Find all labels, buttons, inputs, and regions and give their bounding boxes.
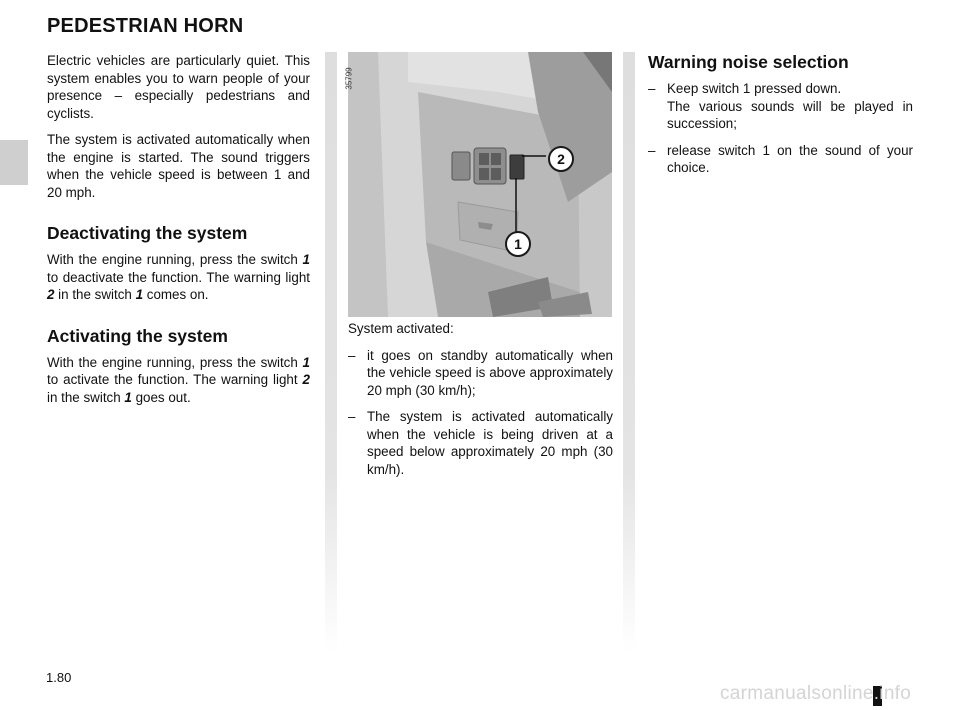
activating-text-3: in the switch <box>47 389 125 405</box>
activating-text-2: to activate the function. The warning light <box>47 372 303 387</box>
list-item: – it goes on standby automatically when the vehicle speed is above approximately 20 mph (30 km/h); <box>348 347 613 400</box>
intro-paragraph-1: Electric vehicles are particularly quiet. This system enables you to warn people of your presence – especially pedestrians and cyclists. <box>47 53 310 121</box>
activating-heading: Activating the system <box>47 325 228 346</box>
warning-noise-heading: Warning noise selection <box>648 52 849 72</box>
list-item <box>648 80 913 133</box>
list-item-line: release switch 1 on the sound of your choice. <box>667 142 913 175</box>
activating-text-4: goes out. <box>131 389 191 405</box>
deactivating-text-3: in the switch <box>54 287 136 302</box>
list-item-line: The various sounds will be played in succession; <box>667 98 913 131</box>
callout-2: 2 <box>548 146 574 172</box>
warning-noise-list <box>648 80 913 177</box>
section-tab <box>0 140 28 185</box>
deactivating-text-2: to deactivate the function. The warning light <box>47 269 310 285</box>
dashboard-illustration <box>348 52 612 317</box>
column-divider-right <box>623 52 635 652</box>
deactivating-text-1: With the engine running, press the switch <box>47 252 303 267</box>
list-item <box>648 142 913 177</box>
deactivating-ref-switch: 1 <box>302 252 310 267</box>
page-number: 1.80 <box>46 670 72 685</box>
activating-paragraph <box>47 354 310 407</box>
list-item: – The system is activated automatically when the vehicle is being driven at a speed below approximately 20 mph (30 km/h). <box>348 408 613 478</box>
figure-reference-code <box>344 60 366 104</box>
column-divider-left <box>325 52 337 652</box>
figure-reference-text: 35799 <box>344 67 354 90</box>
activating-text-1: With the engine running, press the switch <box>47 354 303 370</box>
deactivating-ref-switch-2: 1 <box>135 287 144 302</box>
watermark: carmanualsonline.info <box>720 683 912 704</box>
deactivating-ref-light: 2 <box>47 287 55 302</box>
left-column <box>47 52 310 415</box>
deactivating-paragraph <box>47 251 310 304</box>
system-activated-lead: System activated: <box>348 321 454 336</box>
page-title: PEDESTRIAN HORN <box>47 15 244 37</box>
right-column <box>648 52 913 186</box>
middle-column <box>348 320 613 487</box>
dashboard-switch-photo <box>348 52 612 317</box>
list-item-line: Keep switch 1 pressed down. <box>667 81 842 96</box>
activating-ref-light: 2 <box>302 372 310 387</box>
activating-ref-switch: 1 <box>302 354 310 370</box>
activating-ref-switch-2: 1 <box>124 389 132 405</box>
deactivating-text-4: comes on. <box>143 287 209 302</box>
callout-1: 1 <box>505 231 531 257</box>
intro-paragraph-2: The system is activated automatically when the engine is started. The sound triggers when the vehicle speed is between 1 and 20 mph. <box>47 132 310 200</box>
deactivating-heading: Deactivating the system <box>47 223 248 243</box>
system-activated-list <box>348 347 613 479</box>
